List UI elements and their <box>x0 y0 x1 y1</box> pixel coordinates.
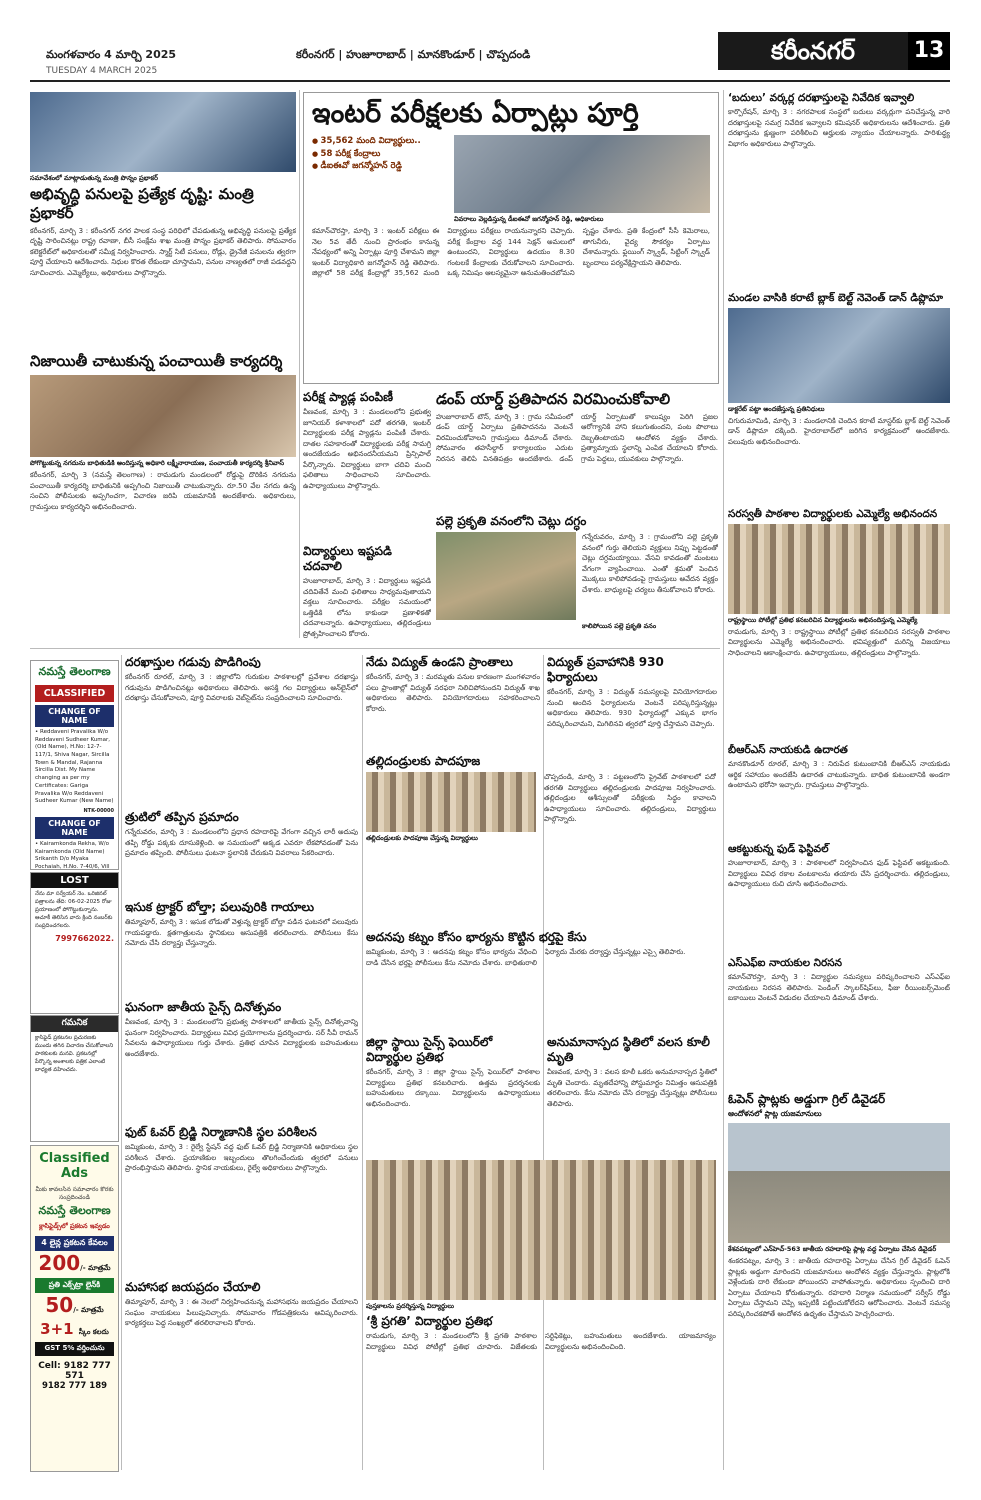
story-photo <box>30 375 296 457</box>
story-headline: విద్యుత్ ప్రవాహానికి 930 ఫిర్యాదులు <box>547 655 664 684</box>
story-headline: ఇంటర్ పరీక్షలకు ఏర్పాట్లు పూర్తి <box>312 98 639 129</box>
story-body: వీణవంక, మార్చి 3 : మండలంలోని ప్రభుత్వ జూనియర్ కళాశాలలో పదో తరగతి, ఇంటర్ విద్యార్థులకు పరీక్ష ప్యాడ్లను పంపిణీ చేశారు. దాతల సహకారంతో విద్యార్థులకు పరీక్ష సామగ్రి అందజేయడం అభినందనీయమని ప్రిన్సిపాల్ పేర్కొన్నారు. విద్యార్థులు బాగా చదివి మంచి ఫలితాలు సాధించాలని సూచించారు. ఉపాధ్యాయులు పాల్గొన్నారు. <box>303 408 431 490</box>
story-headline: పరీక్ష ప్యాడ్ల పంపిణీ <box>303 390 394 404</box>
story-body: హుజూరాబాద్, మార్చి 3 : విద్యార్థులు ఇష్టపడి చదివితేనే మంచి ఫలితాలు సాధ్యమవుతాయని వక్తలు సూచించారు. పరీక్షల సమయంలో ఒత్తిడికి లోను కాకుండా ప్రణాళికతో చదవాలన్నారు. ఉపాధ్యాయులు, తల్లిదండ్రులు ప్రోత్సహించాలని కోరారు. <box>303 577 431 638</box>
story-body: వీణవంక, మార్చి 3 : వలస కూలీ ఒకరు అనుమానాస్పద స్థితిలో మృతి చెందారు. మృతదేహాన్ని పోస్టుమార్టం నిమిత్తం ఆసుపత్రికి తరలించారు. కేసు నమోదు చేసి దర్యాప్తు చేస్తున్నట్లు పోలీసులు తెలిపారు. <box>547 1068 717 1108</box>
change-of-name-text: • Kairamkonda Rekha, W/o Kairamkonda (Old Name) Srikanth D/o Myaka Pochaiah, H.No. 7-40/6, Vill <box>35 840 110 870</box>
story-headline: దరఖాస్తుల గడువు పొడిగింపు <box>125 655 261 669</box>
story-headline: నేడు విద్యుత్ ఉండని ప్రాంతాలు <box>366 655 513 669</box>
story-body: కార్పొరేషన్, మార్చి 3 : నగరపాలక సంస్థలో బదులు వర్కర్లుగా పనిచేస్తున్న వారి దరఖాస్తులపై సమగ్ర నివేదిక ఇవ్వాలని కమిషనర్ అధికారులను ఆదేశించారు. ప్రతి దరఖాస్తును క్షుణ్ణంగా పరిశీలించి అర్హులకు న్యాయం చేయాలన్నారు. పారిశుద్ధ్య విభాగం అధికారులు పాల్గొన్నారు. <box>728 108 950 148</box>
story-science-fair <box>366 1035 540 1155</box>
story-body: కరీంనగర్, మార్చి 3 : జిల్లా స్థాయి సైన్స్ ఫెయిర్‌లో పాఠశాల విద్యార్థులు ప్రతిభ కనబరిచారు. ఉత్తమ ప్రదర్శనలకు బహుమతులు దక్కాయి. విద్యార్థులను ఉపాధ్యాయులు అభినందించారు. <box>366 1068 540 1108</box>
story-students-study <box>303 544 431 644</box>
story-headline: మండల వాసికి కరాటే బ్లాక్ బెల్ట్ నెవెంత్ డాన్ డిప్లొమా <box>728 292 943 304</box>
story-headline: బీఆర్ఎస్ నాయకుడి ఉదారత <box>728 744 848 756</box>
promo-price <box>31 1293 118 1317</box>
lost-phone: 7997662022. <box>55 933 114 943</box>
story-mahasabha <box>125 1280 358 1470</box>
story-body: జమ్మికుంట, మార్చి 3 : అదనపు కట్నం కోసం భార్యను వేధించి దాడి చేసిన భర్తపై పోలీసులు కేసు నమోదు చేశారు. బాధితురాలి ఫిర్యాదు మేరకు దర్యాప్తు చేస్తున్నట్లు ఎస్సై తెలిపారు. <box>366 948 686 967</box>
page-number: 13 <box>908 32 950 70</box>
story-sfi-protest <box>728 957 950 1057</box>
story-application-deadline <box>125 655 358 805</box>
column-divider <box>723 90 724 1470</box>
story-grill-divider <box>728 1092 950 1470</box>
story-body: జమ్మికుంట, మార్చి 3 : రైల్వే స్టేషన్ వద్ద ఫుట్ ఓవర్ బ్రిడ్జి నిర్మాణానికి అధికారులు స్థల పరిశీలన చేశారు. ప్రయాణికుల ఇబ్బందులు తొలగించేందుకు త్వరలో పనులు ప్రారంభిస్తామని తెలిపారు. స్థానిక నాయకులు, రైల్వే అధికారులు పాల్గొన్నారు. <box>125 1143 358 1172</box>
story-narrow-escape <box>125 810 358 895</box>
region-list: కరీంనగర్ | హుజూరాబాద్ | మానకొండూర్ | చొప్పదండి <box>296 48 531 61</box>
story-migrant-death <box>547 1035 717 1155</box>
story-headline: నిజాయితీ చాటుకున్న పంచాయితీ కార్యదర్శి <box>30 352 283 370</box>
promo-title-line: Ads <box>60 1165 89 1181</box>
lost-title: LOST <box>31 873 118 888</box>
story-headline: అభివృద్ధి పనులపై ప్రత్యేక దృష్టి: మంత్రి ప్రభాకర్ <box>30 185 254 223</box>
story-body: కరీంనగర్, మార్చి 3 (నమస్తే తెలంగాణ) : రామడుగు మండలంలో రోడ్డుపై దొరికిన నగదును పంచాయితీ కార్యదర్శి బాధితునికి అప్పగించి నిజాయితీ చాటుకున్నారు. రూ.50 వేల నగదు ఉన్న సంచిని పోలీసులకు అప్పగించగా, విచారణ జరిపి యజమానికి అందజేశారు. అధికారులు, గ్రామస్తులు కార్యదర్శిని అభినందించారు. <box>30 471 296 511</box>
promo-title <box>31 1152 118 1182</box>
notice-text: క్లాసిఫైడ్ ప్రకటనల ప్రచురణకు ముందు తగిన విచారణ చేసుకోవాలని పాఠకులకు మనవి. ప్రకటనల్లో పేర్కొన్న అంశాలకు పత్రిక ఎలాంటి బాధ్యత వహించదు. <box>35 1035 114 1073</box>
combo-value: 3+1 <box>40 1320 74 1339</box>
change-of-name-heading: CHANGE OF NAME <box>35 705 114 727</box>
story-body: వీణవంక, మార్చి 3 : మండలంలోని ప్రభుత్వ పాఠశాలలో జాతీయ సైన్స్ దినోత్సవాన్ని ఘనంగా నిర్వహించారు. విద్యార్థులు వివిధ ప్రయోగాలను ప్రదర్శించారు. సర్ సీవీ రామన్ సేవలను ఉపాధ్యాయులు గుర్తు చేశారు. ప్రతిభ చూపిన విద్యార్థులకు బహుమతులు అందజేశారు. <box>125 1018 358 1058</box>
section-title: కరీంనగర్ <box>718 32 908 70</box>
story-body: కమాన్‌చౌరస్తా, మార్చి 3 : విద్యార్థుల సమస్యలు పరిష్కరించాలని ఎస్ఎఫ్ఐ నాయకులు నిరసన తెలిపారు. పెండింగ్ స్కాలర్‌షిప్‌లు, ఫీజు రీయింబర్స్‌మెంట్ బకాయిలు వెంటనే విడుదల చేయాలని డిమాండ్ చేశారు. <box>728 973 950 1003</box>
story-subhead: ఆందోళనలో ప్లాట్ల యజమానులు <box>728 1109 822 1118</box>
story-headline: అదనపు కట్నం కోసం భార్యను కొట్టిన భర్తపై కేసు <box>366 930 587 944</box>
classified-ad <box>30 660 119 870</box>
bullet: ● 35,562 మంది విద్యార్థులు.. <box>312 135 448 148</box>
story-sri-pragathi <box>366 1160 716 1470</box>
story-body: కరీంనగర్, మార్చి 3 : కరీంనగర్ నగర పాలక సంస్థ పరిధిలో చేపడుతున్న అభివృద్ధి పనులపై ప్రత్యేక దృష్టి సారించినట్లు రాష్ట్ర రవాణా, బీసీ సంక్షేమ శాఖ మంత్రి పొన్నం ప్రభాకర్ తెలిపారు. సోమవారం కలెక్టరేట్‌లో అధికారులతో సమీక్ష నిర్వహించారు. స్మార్ట్ సిటీ పనులు, రోడ్లు, డ్రైనేజీ పనులను త్వరగా పూర్తి చేయాలని ఆదేశించారు. నిధుల కొరత లేకుండా చూస్తామని, పనుల నాణ్యతలో రాజీ పడవద్దని సూచించారు. ఎమ్మెల్యేలు, అధికారులు పాల్గొన్నారు. <box>30 226 296 277</box>
story-minister-review <box>30 92 296 347</box>
story-body: తిమ్మాపూర్, మార్చి 3 : ఈ నెలలో నిర్వహించనున్న మహాసభను జయప్రదం చేయాలని సంఘం నాయకులు పిలుపునిచ్చారు. సోమవారం గోడపత్రికలను ఆవిష్కరించారు. కార్యకర్తలు పెద్ద సంఖ్యలో తరలిరావాలని కోరారు. <box>125 1298 358 1327</box>
story-body: రామడుగు, మార్చి 3 : మండలంలోని శ్రీ ప్రగతి పాఠశాల విద్యార్థులు వివిధ పోటీల్లో ప్రతిభ చూపారు. విజేతలకు సర్టిఫికెట్లు, బహుమతులు అందజేశారు. యాజమాన్యం విద్యార్థులను అభినందించింది. <box>366 1332 716 1351</box>
story-photo <box>366 772 536 832</box>
issue-date <box>46 48 266 76</box>
promo-gst: GST 5% వర్తించును <box>35 1342 114 1356</box>
photo-caption: సమావేశంలో మాట్లాడుతున్న మంత్రి పొన్నం ప్రభాకర్ <box>30 174 158 182</box>
promo-brand: నమస్తే తెలంగాణ <box>38 1204 111 1218</box>
promo-price <box>31 1251 118 1275</box>
story-headline: డంప్ యార్డ్ ప్రతిపాదన విరమించుకోవాలి <box>436 390 671 408</box>
ad-code: NTK-00000 <box>83 807 114 814</box>
story-power-cut-areas <box>366 655 540 750</box>
photo-caption: కాలిపోయిన పల్లె ప్రకృతి వనం <box>582 622 657 630</box>
photo-caption: తల్లిదండ్రులకు పాదపూజ చేస్తున్న విద్యార్థులు <box>366 834 478 842</box>
story-body: కరీంనగర్ రూరల్, మార్చి 3 : జిల్లాలోని గురుకుల పాఠశాలల్లో ప్రవేశాల దరఖాస్తు గడువును పొడిగించినట్లు అధికారులు తెలిపారు. ఆసక్తి గల విద్యార్థులు ఆన్‌లైన్‌లో దరఖాస్తు చేసుకోవాలని, పూర్తి వివరాలకు వెబ్‌సైట్‌ను సంప్రదించాలని సూచించారు. <box>125 673 358 702</box>
story-brs-leader <box>728 744 950 839</box>
promo-phone: 9182 777 189 <box>41 1381 108 1392</box>
story-body: తిమ్మాపూర్, మార్చి 3 : ఇసుక లోడుతో వెళ్తున్న ట్రాక్టర్ బోల్తా పడిన ఘటనలో పలువురు గాయపడ్డారు. క్షతగాత్రులను స్థానికులు ఆసుపత్రికి తరలించారు. పోలీసులు కేసు నమోదు చేసి దర్యాప్తు చేస్తున్నారు. <box>125 918 358 947</box>
classified-promo-ad <box>30 1145 119 1472</box>
story-body: హుజూరాబాద్, మార్చి 3 : పాఠశాలలో నిర్వహించిన ఫుడ్ ఫెస్టివల్ ఆకట్టుకుంది. విద్యార్థులు వివిధ రకాల వంటకాలను తయారు చేసి ప్రదర్శించారు. తల్లిదండ్రులు, ఉపాధ్యాయులు రుచి చూసి అభినందించారు. <box>728 859 950 889</box>
column-divider <box>362 655 363 1470</box>
story-dump-yard <box>436 390 718 510</box>
price-unit: /- మాత్రమే <box>73 1306 104 1315</box>
story-parents-pada-puja <box>366 754 716 924</box>
story-headline: ఘనంగా జాతీయ సైన్స్ దినోత్సవం <box>125 1000 282 1014</box>
price-value: 50 <box>45 1293 74 1318</box>
story-foot-over-bridge <box>125 1125 358 1275</box>
story-photo <box>454 135 710 213</box>
promo-combo <box>31 1320 118 1338</box>
promo-title-line: Classified <box>39 1151 110 1166</box>
highlight-bullets <box>312 135 448 223</box>
bullet: ● డీఐఈవో జగన్మోహన్ రెడ్డి <box>312 160 448 173</box>
promo-offer-box: 4 లైన్ల ప్రకటన కేవలం <box>35 1236 114 1251</box>
story-body: కరీంనగర్, మార్చి 3 : విద్యుత్ సమస్యలపై వినియోగదారుల నుంచి అందిన ఫిర్యాదులను వెంటనే పరిష్కరిస్తున్నట్లు అధికారులు తెలిపారు. 930 ఫిర్యాదుల్లో ఎక్కువ భాగం పరిష్కరించామని, మిగిలినవి త్వరలో పూర్తి చేస్తామని చెప్పారు. <box>547 688 717 728</box>
bullet: ● 58 పరీక్ష కేంద్రాలు <box>312 148 448 161</box>
story-food-festival <box>728 843 950 953</box>
story-body: హుజూరాబాద్ టౌన్, మార్చి 3 : గ్రామ సమీపంలో డంప్ యార్డ్ ఏర్పాటు ప్రతిపాదనను వెంటనే విరమించుకోవాలని గ్రామస్తులు డిమాండ్ చేశారు. సోమవారం తహసీల్దార్ కార్యాలయం ఎదుట నిరసన తెలిపి వినతిపత్రం అందజేశారు. డంప్ యార్డ్ ఏర్పాటుతో కాలుష్యం పెరిగి ప్రజల ఆరోగ్యానికి హాని కలుగుతుందని, పంట పొలాలు దెబ్బతింటాయని ఆందోళన వ్యక్తం చేశారు. ప్రత్యామ్నాయ స్థలాన్ని ఎంపిక చేయాలని కోరారు. గ్రామ పెద్దలు, యువకులు పాల్గొన్నారు. <box>436 412 718 463</box>
promo-tagline: క్లాసిఫైడ్స్‌లో ప్రకటన ఇవ్వడం <box>39 1222 110 1231</box>
photo-caption: పోగొట్టుకున్న నగదును బాధితుడికి అందిస్తున్న అధికారి లక్ష్మీనారాయణ, పంచాయతీ కార్యదర్శి శ్రీనివాస్ <box>30 458 285 467</box>
masthead-rule <box>30 80 950 82</box>
story-body: గన్నేరువరం, మార్చి 3 : మండలంలోని ప్రధాన రహదారిపై వేగంగా వచ్చిన లారీ అదుపు తప్పి రోడ్డు పక్కకు దూసుకెళ్లింది. ఆ సమయంలో అక్కడ ఎవరూ లేకపోవడంతో పెను ప్రమాదం తప్పింది. పోలీసులు ఘటనా స్థలానికి చేరుకుని వివరాలు సేకరించారు. <box>125 828 358 857</box>
story-headline: ‘బదులు’ వర్కర్ల దరఖాస్తులపై నివేదిక ఇవ్వాలి <box>728 92 915 104</box>
story-headline: పల్లె ప్రకృతి వనంలోని చెట్లు దగ్ధం <box>436 514 587 528</box>
lost-ad <box>30 872 119 1014</box>
story-headline: ఆకట్టుకున్న ఫుడ్ ఫెస్టివల్ <box>728 843 829 855</box>
story-saraswathi-school <box>728 508 950 740</box>
story-photo <box>366 1160 716 1300</box>
story-dowry-case <box>366 930 716 1030</box>
story-trees-burnt <box>436 514 718 644</box>
promo-line: మీకు కావలసిన సమాచారం కొరకు సంప్రదించండి <box>35 1185 114 1201</box>
classified-ribbon: CLASSIFIED <box>35 685 114 702</box>
story-karate-blackbelt <box>728 292 950 504</box>
issue-date-english: TUESDAY 4 MARCH 2025 <box>46 66 158 76</box>
story-body: గన్నేరువరం, మార్చి 3 : గ్రామంలోని పల్లె ప్రకృతి వనంలో గుర్తు తెలియని వ్యక్తులు నిప్పు పెట్టడంతో చెట్లు దగ్ధమయ్యాయి. వేసవి కావడంతో మంటలు వేగంగా వ్యాపించాయి. ఎంతో శ్రమతో పెంచిన మొక్కలు కాలిపోవడంపై గ్రామస్తులు ఆవేదన వ్యక్తం చేశారు. బాధ్యులపై చర్యలు తీసుకోవాలని కోరారు. <box>582 533 718 594</box>
story-science-day <box>125 1000 358 1120</box>
story-honest-secretary <box>30 352 296 642</box>
photo-caption: పుస్తకాలను ప్రదర్శిస్తున్న విద్యార్థులు <box>366 1302 455 1310</box>
story-headline: జిల్లా స్థాయి సైన్స్ ఫెయిర్‌లో విద్యార్థుల ప్రతిభ <box>366 1035 493 1064</box>
price-unit: /- మాత్రమే <box>80 1264 111 1273</box>
change-of-name-text: • Reddaveni Pravalika W/o Reddaveni Sudheer Kumar, (Old Name), H.No: 12-7-117/1, Shiva Nagar, Sircilla Town & Mandal, Rajanna Sircilla Dist. My Name changing as per my Certificates: Gariga Pravalika W/o Reddaveni Sudheer Kumar (New Name) <box>35 729 114 805</box>
lost-text: నేను మా సర్వేయర్ నెం. ఒరిజినల్ పత్రాలను తేది: 06-02-2025 రోజు ప్రయాణంలో పోగొట్టుకున్నాను. ఆచూకీ తెలిసిన వారు క్రింది నంబర్‌కు సంప్రదించగలరు. <box>35 891 113 929</box>
photo-caption: రాష్ట్రస్థాయి పోటీల్లో ప్రతిభ కనబరిచిన విద్యార్థులను అభినందిస్తున్న ఎమ్మెల్యే <box>728 616 918 625</box>
story-headline: ఓపెన్ ప్లాట్లకు అడ్డుగా గ్రిల్ డివైడర్ <box>728 1092 886 1106</box>
story-body: చిగురుమామిడి, మార్చి 3 : మండలానికి చెందిన కరాటే మాస్టర్‌కు బ్లాక్ బెల్ట్ సెవెంత్ డాన్ డిప్లొమా దక్కింది. హైదరాబాద్‌లో జరిగిన కార్యక్రమంలో అందజేశారు. పలువురు అభినందించారు. <box>728 416 950 446</box>
story-headline: తల్లిదండ్రులకు పాదపూజ <box>366 754 481 768</box>
classified-brand: నమస్తే తెలంగాణ <box>38 665 111 678</box>
story-body: చొప్పదండి, మార్చి 3 : పట్టణంలోని ప్రైవేట్ పాఠశాలలో పదో తరగతి విద్యార్థులు తల్లిదండ్రులకు పాదపూజ నిర్వహించారు. తల్లిదండ్రుల ఆశీస్సులతో పరీక్షలకు సిద్ధం కావాలని ఉపాధ్యాయులు సూచించారు. తల్లిదండ్రులు, విద్యార్థులు పాల్గొన్నారు. <box>544 773 716 823</box>
story-photo <box>728 1123 950 1243</box>
photo-caption: కేశవపట్నంలో ఎన్‌హెచ్-563 జాతీయ రహదారిపై ప్లాట్ల వద్ద ఏర్పాటు చేసిన డివైడర్ <box>728 1245 937 1253</box>
story-inter-exams <box>303 92 719 384</box>
story-body: మానకొండూర్ రూరల్, మార్చి 3 : నిరుపేద కుటుంబానికి బీఆర్ఎస్ నాయకుడు ఆర్థిక సహాయం అందజేసి ఉదారత చాటుకున్నారు. బాధిత కుటుంబానికి అండగా ఉంటామని భరోసా ఇచ్చారు. గ్రామస్తులు పాల్గొన్నారు. <box>728 760 950 790</box>
story-headline: ఎస్ఎఫ్ఐ నాయకుల నిరసన <box>728 957 843 969</box>
photo-caption: డాక్టరేట్ పట్టా అందజేస్తున్న ప్రతినిధులు <box>728 405 825 414</box>
promo-phone: Cell: 9182 777 571 <box>38 1361 111 1382</box>
notice-box <box>30 1015 119 1142</box>
column-divider <box>299 90 300 638</box>
story-photo <box>30 92 296 172</box>
story-headline: అనుమానాస్పద స్థితిలో వలస కూలీ మృతి <box>547 1035 710 1064</box>
story-headline: ‘శ్రీ ప్రగతి’ విద్యార్థుల ప్రతిభ <box>366 1314 493 1329</box>
story-badulu-workers <box>728 92 950 288</box>
story-headline: సరస్వతీ పాఠశాల విద్యార్థులకు ఎమ్మెల్యే అభినందన <box>728 508 938 520</box>
change-of-name-heading: CHANGE OF NAME <box>35 817 114 839</box>
story-body: కరీంనగర్, మార్చి 3 : మరమ్మతు పనుల కారణంగా మంగళవారం పలు ప్రాంతాల్లో విద్యుత్ సరఫరా నిలిచిపోనుందని విద్యుత్ శాఖ అధికారులు తెలిపారు. వినియోగదారులు సహకరించాలని కోరారు. <box>366 673 540 713</box>
issue-date-telugu: మంగళవారం 4 మార్చి 2025 <box>46 48 177 61</box>
story-photo <box>728 524 950 614</box>
story-electricity-complaints <box>547 655 717 750</box>
notice-title: గమనిక <box>31 1016 118 1032</box>
story-body: కమాన్‌చౌరస్తా, మార్చి 3 : ఇంటర్ పరీక్షలు ఈ నెల 5వ తేదీ నుంచి ప్రారంభం కానున్న నేపథ్యంలో అన్ని ఏర్పాట్లు పూర్తి చేశామని జిల్లా ఇంటర్ విద్యాధికారి జగన్మోహన్ రెడ్డి తెలిపారు. జిల్లాలో 58 పరీక్ష కేంద్రాల్లో 35,562 మంది విద్యార్థులు పరీక్షలు రాయనున్నారని చెప్పారు. పరీక్ష కేంద్రాల వద్ద 144 సెక్షన్ అమలులో ఉంటుందని, విద్యార్థులు ఉదయం 8.30 గంటలకే కేంద్రాలకు చేరుకోవాలని సూచించారు. ఒక్క నిమిషం ఆలస్యమైనా అనుమతించబోమని స్పష్టం చేశారు. ప్రతి కేంద్రంలో సీసీ కెమెరాలు, తాగునీరు, వైద్య సౌకర్యం ఏర్పాటు చేశామన్నారు. ఫ్లయింగ్ స్క్వాడ్, సిట్టింగ్ స్క్వాడ్ బృందాలు పర్యవేక్షిస్తాయని తెలిపారు. <box>312 227 710 278</box>
story-headline: విద్యార్థులు ఇష్టపడి చదవాలి <box>303 544 392 573</box>
section-divider <box>30 648 720 649</box>
promo-offer-box: ప్రతి ఎక్స్‌ట్రా లైన్‌కి <box>35 1278 114 1293</box>
story-body: రామడుగు, మార్చి 3 : రాష్ట్రస్థాయి పోటీల్లో ప్రతిభ కనబరిచిన సరస్వతీ పాఠశాల విద్యార్థులను ఎమ్మెల్యే అభినందించారు. భవిష్యత్తులో మరిన్ని విజయాలు సాధించాలని ఆకాంక్షించారు. ఉపాధ్యాయులు, తల్లిదండ్రులు పాల్గొన్నారు. <box>728 627 950 657</box>
column-divider <box>121 655 122 1470</box>
price-value: 200 <box>38 1251 81 1276</box>
story-tractor-overturn <box>125 900 358 995</box>
story-photo <box>728 308 950 403</box>
masthead <box>0 0 981 86</box>
story-headline: ఇసుక ట్రాక్టర్ బోల్తా; పలువురికి గాయాలు <box>125 900 315 914</box>
story-headline: ఫుట్ ఓవర్ బ్రిడ్జి నిర్మాణానికి స్థల పరిశీలన <box>125 1125 317 1139</box>
story-body: శంకరపట్నం, మార్చి 3 : జాతీయ రహదారిపై ఏర్పాటు చేసిన గ్రిల్ డివైడర్ ఓపెన్ ప్లాట్లకు అడ్డుగా మారిందని యజమానులు ఆందోళన వ్యక్తం చేస్తున్నారు. ప్లాట్లలోకి వెళ్లేందుకు దారి లేకుండా పోయిందని వాపోతున్నారు. అధికారులు స్పందించి దారి ఏర్పాటు చేయాలని కోరుతున్నారు. రహదారి నిర్మాణ సమయంలో సర్వీస్ రోడ్డు ఏర్పాటు చేస్తామని చెప్పి ఇప్పటికీ పట్టించుకోలేదని ఆరోపించారు. వెంటనే సమస్య పరిష్కరించకపోతే ఆందోళన ఉధృతం చేస్తామని హెచ్చరించారు. <box>728 1257 950 1318</box>
photo-caption: వివరాలు వెల్లడిస్తున్న డీఐఈవో జగన్మోహన్ రెడ్డి, అధికారులు <box>454 214 604 223</box>
story-photo <box>436 532 576 620</box>
combo-unit: స్కీం కలదు <box>78 1328 109 1337</box>
story-exam-pads <box>303 390 431 540</box>
story-headline: మహాసభ జయప్రదం చేయాలి <box>125 1280 261 1294</box>
story-headline: త్రుటిలో తప్పిన ప్రమాదం <box>125 810 239 824</box>
